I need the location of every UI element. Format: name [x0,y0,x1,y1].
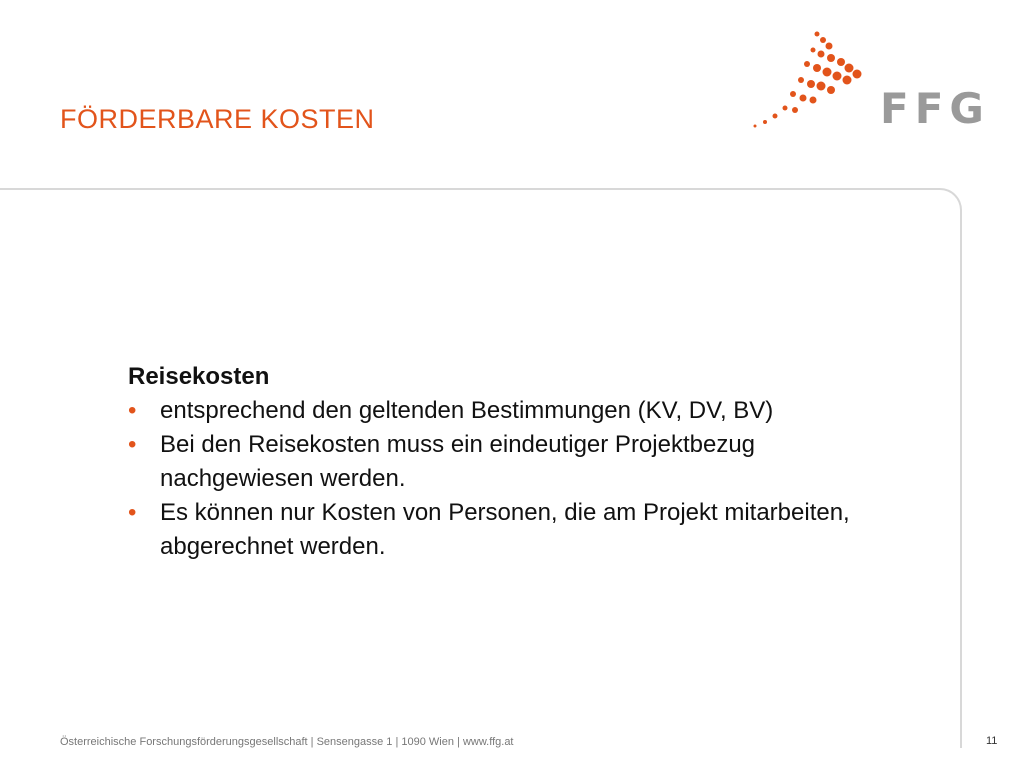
bullet-text: entsprechend den geltenden Bestimmungen (KV, DV, BV) [160,397,774,424]
section-heading: Reisekosten [128,363,270,390]
logo-text: FFG [880,84,990,133]
bullet-item [128,496,908,564]
slide-title: FÖRDERBARE KOSTEN [60,104,375,134]
bullet-icon: • [128,431,137,458]
bullet-item [128,428,908,496]
bullet-icon: • [128,499,137,526]
ffg-logo [745,28,990,136]
footer-text: Österreichische Forschungsförderungsgesellschaft | Sensengasse 1 | 1090 Wien | www.ffg.at [60,736,514,748]
logo-dots-icon [745,28,875,136]
bullet-icon: • [128,397,137,424]
bullet-item [128,394,908,428]
page-number: 11 [986,735,998,747]
slide-body [128,360,908,564]
bullet-text: Es können nur Kosten von Personen, die am Projekt mitarbeiten, abgerechnet werden. [160,499,850,560]
bullet-text: Bei den Reisekosten muss ein eindeutiger Projektbezug nachgewiesen werden. [160,431,756,492]
bullet-list [128,394,908,564]
